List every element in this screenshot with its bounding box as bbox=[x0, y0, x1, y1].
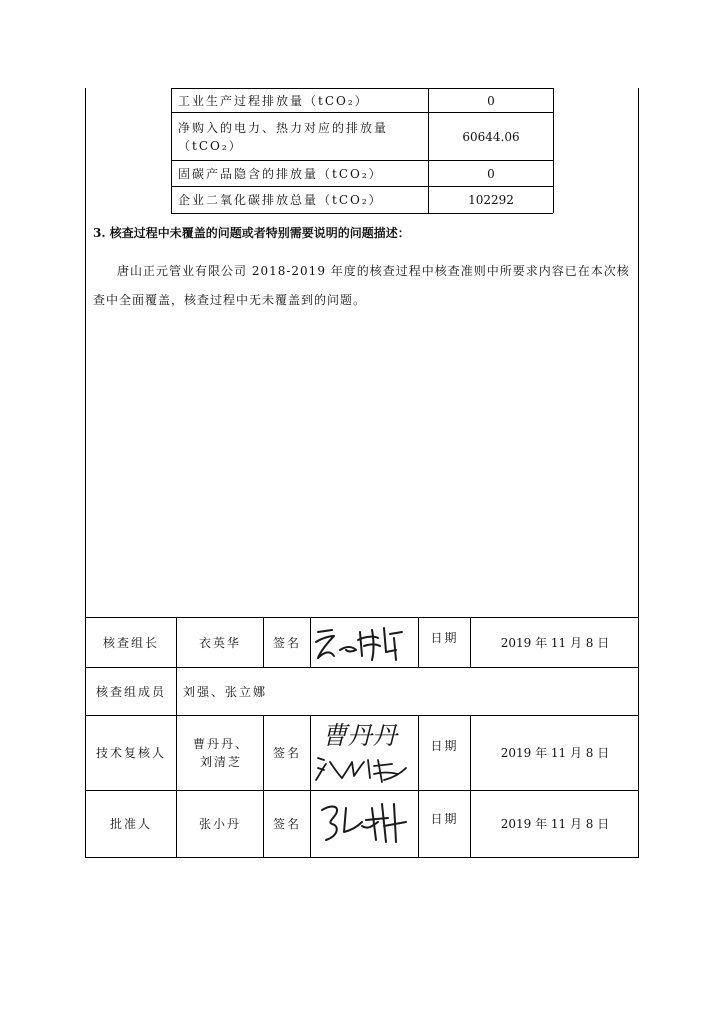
table-row-value: 60644.06 bbox=[462, 129, 520, 144]
section-paragraph: 唐山正元管业有限公司 2018-2019 年度的核查过程中核查准则中所要求内容已在本次核查中全面覆盖，核查过程中无未覆盖到的问题。 bbox=[93, 264, 630, 307]
date-label: 日期 bbox=[430, 631, 459, 645]
section-heading: 3. 核查过程中未覆盖的问题或者特别需要说明的问题描述： bbox=[93, 226, 410, 240]
role-label: 技术复核人 bbox=[95, 746, 166, 760]
names-value: 曹丹丹、刘清芝 bbox=[192, 737, 249, 769]
names-value: 衣英华 bbox=[198, 635, 241, 650]
table-row-label: 企业二氧化碳排放总量（tCO₂） bbox=[178, 193, 383, 207]
date-value: 2019 年 11 月 8 日 bbox=[500, 746, 610, 760]
sign-label: 签名 bbox=[272, 635, 301, 650]
role-label: 核查组成员 bbox=[95, 684, 166, 699]
names-value: 刘强、张立娜 bbox=[183, 684, 268, 699]
table-row-value: 102292 bbox=[468, 193, 514, 207]
signature-team-leader bbox=[312, 622, 416, 664]
role-label: 批准人 bbox=[109, 817, 152, 831]
table-row-label: 固碳产品隐含的排放量（tCO₂） bbox=[178, 166, 383, 181]
signature-handwritten-name: 曹丹丹 bbox=[322, 721, 398, 750]
signature-technical-reviewers bbox=[312, 716, 416, 788]
role-label: 核查组长 bbox=[102, 635, 159, 650]
sign-label: 签名 bbox=[272, 817, 301, 831]
table-row-label: 工业生产过程排放量（tCO₂） bbox=[178, 93, 369, 108]
table-row-value: 0 bbox=[487, 93, 495, 108]
names-value: 张小丹 bbox=[198, 817, 241, 831]
date-value: 2019 年 11 月 8 日 bbox=[500, 817, 610, 831]
table-row-value: 0 bbox=[487, 166, 495, 181]
table-row-label: 净购入的电力、热力对应的排放量（tCO₂） bbox=[178, 120, 389, 153]
signature-approver bbox=[312, 796, 416, 852]
date-value: 2019 年 11 月 8 日 bbox=[500, 635, 610, 650]
sign-label: 签名 bbox=[272, 746, 301, 760]
date-label: 日期 bbox=[430, 739, 459, 753]
date-label: 日期 bbox=[430, 812, 459, 826]
